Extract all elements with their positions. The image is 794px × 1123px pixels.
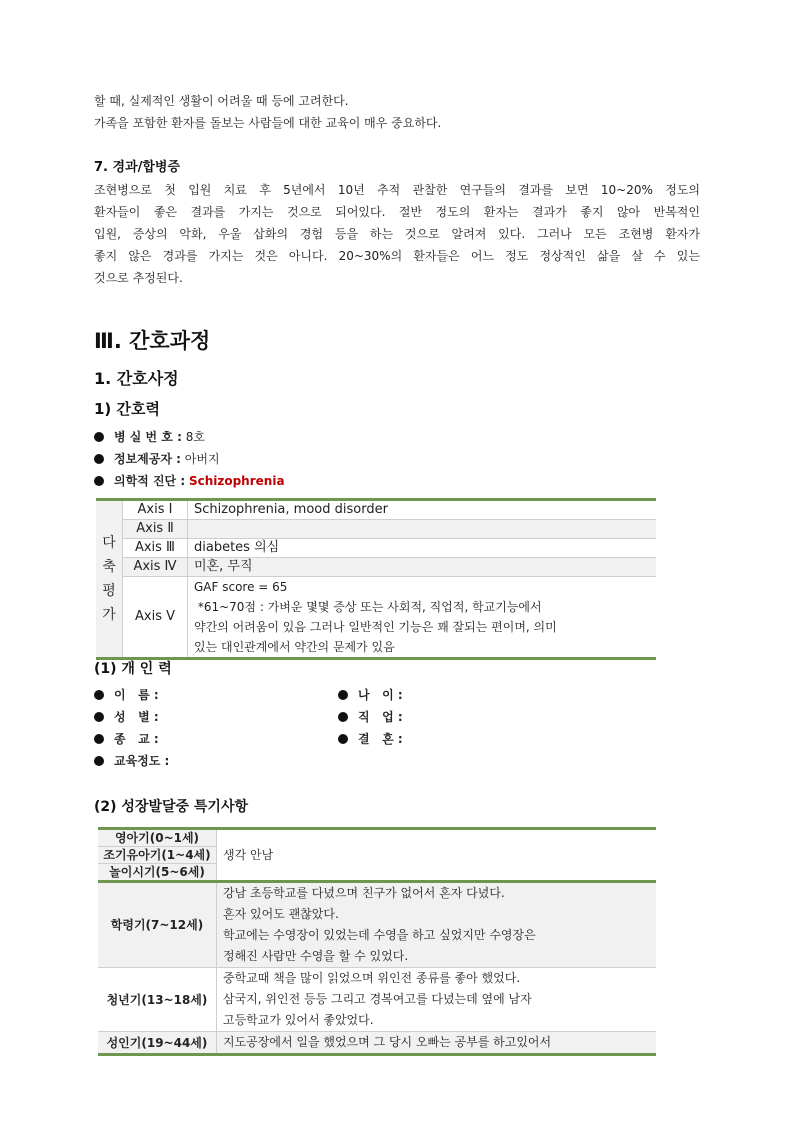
bullet-icon xyxy=(94,432,104,442)
table-row xyxy=(98,1032,656,1055)
text-line: 할 때, 실제적인 생활이 어려울 때 등에 고려한다. xyxy=(94,94,349,108)
bullet-icon xyxy=(338,690,348,700)
text-line: 가족을 포함한 환자를 돌보는 사람들에 대한 교육이 매우 중요하다. xyxy=(94,116,442,130)
axis-desc: diabetes 의심 xyxy=(188,539,657,558)
axis-desc: GAF score = 65 *61~70점 : 가벼운 몇몇 증상 또는 사회적, 직업적, 학교기능에서 약간의 어려움이 있음 그러나 일반적인 기능은 꽤 잘되는 편이며, 의미 있는 대인관계에서 약간의 문제가 있음 xyxy=(188,577,657,659)
subsubsection-heading: 1) 간호력 xyxy=(94,400,160,418)
bullet-icon xyxy=(94,734,104,744)
list-item: 의학적 진단 : Schizophrenia xyxy=(94,470,285,492)
personal-history-heading: (1) 개 인 력 xyxy=(94,661,172,677)
section-heading-course: 7. 경과/합병증 xyxy=(94,160,181,175)
table-row xyxy=(96,577,656,659)
stage-label: 조기유아기(1~4세) xyxy=(98,847,217,864)
list-item: 병 실 번 호 : 8호 xyxy=(94,426,285,448)
axis-desc xyxy=(188,520,657,539)
multiaxial-assessment-table xyxy=(96,498,656,660)
info-item: 나 이 : xyxy=(338,684,403,706)
stage-label: 성인기(19~44세) xyxy=(98,1032,217,1055)
bullet-icon xyxy=(338,712,348,722)
text-line: 것으로 추정된다. xyxy=(94,271,183,285)
diagnosis-value: Schizophrenia xyxy=(188,474,285,488)
chapter-heading: Ⅲ. 간호과정 xyxy=(94,329,211,353)
table-row xyxy=(98,968,656,1032)
table-row xyxy=(98,882,656,968)
axis-label: Axis Ⅴ xyxy=(123,577,188,659)
bullet-icon xyxy=(94,454,104,464)
info-item: 이 름 : xyxy=(94,684,159,706)
info-item: 성 별 : xyxy=(94,706,159,728)
axis-label: Axis Ⅰ xyxy=(123,500,188,520)
stage-label: 청년기(13~18세) xyxy=(98,968,217,1032)
growth-history-heading: (2) 성장발달중 특기사항 xyxy=(94,799,249,815)
growth-history-table xyxy=(98,827,656,1056)
bullet-icon xyxy=(94,712,104,722)
axis-label: Axis Ⅱ xyxy=(123,520,188,539)
table-row xyxy=(96,558,656,577)
text-line: 환자들이 좋은 결과를 가지는 것으로 되어있다. 절반 정도의 환자는 결과가 좋지 않아 반복적인 xyxy=(94,205,700,219)
table-row xyxy=(96,500,656,520)
info-item: 종 교 : xyxy=(94,728,159,750)
bullet-icon xyxy=(94,690,104,700)
table-row xyxy=(96,539,656,558)
axis-desc: 미혼, 무직 xyxy=(188,558,657,577)
axis-label: Axis Ⅳ xyxy=(123,558,188,577)
subsection-heading: 1. 간호사정 xyxy=(94,369,179,388)
course-paragraph xyxy=(94,179,700,289)
table-row xyxy=(98,829,656,847)
text-line: 입원, 증상의 악화, 우울 삽화의 경험 등을 하는 것으로 알려져 있다. 그러나 모든 조현병 환자가 xyxy=(94,227,700,241)
stage-content: 강남 초등학교를 다녔으며 친구가 없어서 혼자 다녔다. 혼자 있어도 괜찮았다. 학교에는 수영장이 있었는데 수영을 하고 싶었지만 수영장은 정해진 사람만 수영을 할 수 있었다. xyxy=(217,882,657,968)
stage-label: 학령기(7~12세) xyxy=(98,882,217,968)
info-item: 직 업 : xyxy=(338,706,403,728)
text-line: 좋지 않은 경과를 가지는 것은 아니다. 20~30%의 환자들은 어느 정도 정상적인 삶을 살 수 있는 xyxy=(94,249,700,263)
basic-info-list xyxy=(94,426,285,492)
stage-content: 지도공장에서 일을 했었으며 그 당시 오빠는 공부를 하고있어서 xyxy=(217,1032,657,1055)
stage-label: 놀이시기(5~6세) xyxy=(98,864,217,882)
axis-desc: Schizophrenia, mood disorder xyxy=(188,500,657,520)
side-label: 다 축 평 가 xyxy=(96,500,123,659)
list-item: 정보제공자 : 아버지 xyxy=(94,448,285,470)
bullet-icon xyxy=(94,756,104,766)
bullet-icon xyxy=(338,734,348,744)
table-row xyxy=(96,520,656,539)
bullet-icon xyxy=(94,476,104,486)
stage-content: 생각 안남 xyxy=(217,829,657,882)
info-item: 교육정도 : xyxy=(94,750,169,772)
info-item: 결 혼 : xyxy=(338,728,403,750)
stage-content: 중학교때 책을 많이 읽었으며 위인전 종류를 좋아 했었다. 삼국지, 위인전 등등 그리고 경복여고를 다녔는데 옆에 남자 고등학교가 있어서 좋았었다. xyxy=(217,968,657,1032)
stage-label: 영아기(0~1세) xyxy=(98,829,217,847)
axis-label: Axis Ⅲ xyxy=(123,539,188,558)
text-line: 조현병으로 첫 입원 치료 후 5년에서 10년 추적 관찰한 연구들의 결과를 보면 10~20% 정도의 xyxy=(94,183,700,197)
intro-paragraph xyxy=(94,90,700,134)
